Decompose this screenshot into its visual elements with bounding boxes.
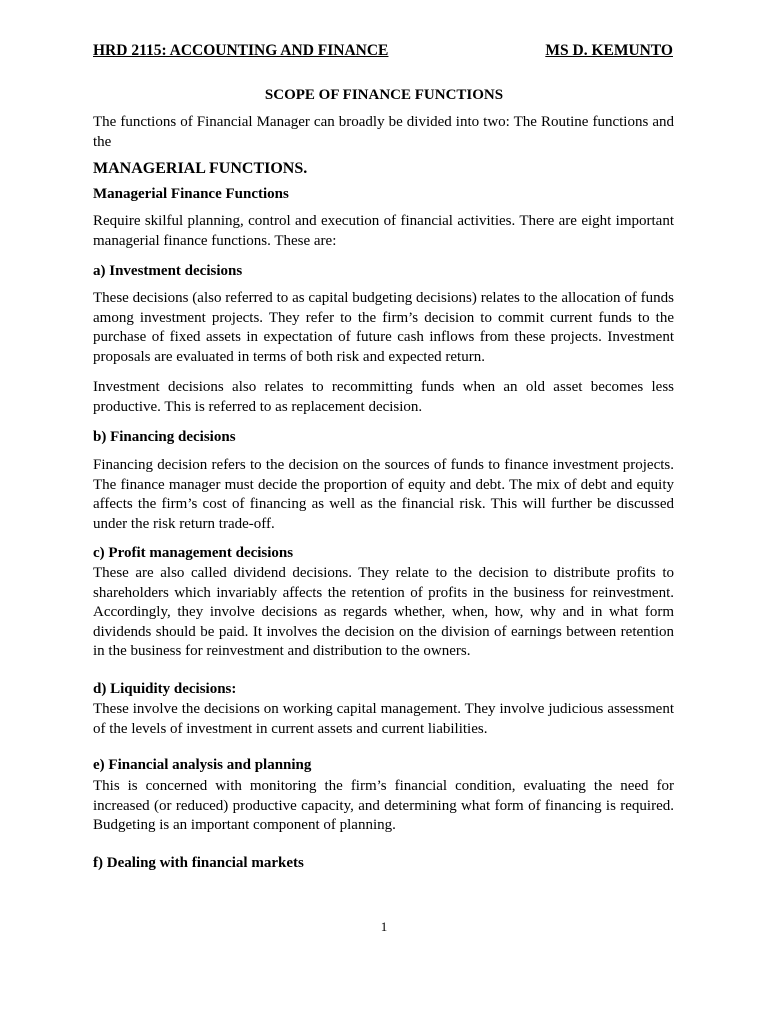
financing-heading: b) Financing decisions <box>93 429 236 445</box>
liquidity-paragraph: These involve the decisions on working capital management. They involve judicious assessment of the levels of investment in current assets and current liabilities. <box>93 701 674 737</box>
page-number: 1 <box>380 919 388 934</box>
lecturer-name: MS D. KEMUNTO <box>545 42 673 59</box>
profit-paragraph: These are also called dividend decisions. They relate to the decision to distribute profits to shareholders which invariably affects the retention of profits in the business for reinvestment. Accordingly, they involve decisions as regards whether, when, how, why and in what form dividends should be paid. It involves the decision on the division of earnings between retention in the business for reinvestment and distribution to the owners. <box>93 565 674 659</box>
investment-paragraph-1: These decisions (also referred to as capital budgeting decisions) relates to the allocation of funds among investment projects. They refer to the firm’s decision to commit current funds to the purchase of fixed assets in expectation of future cash inflows from these projects. Investment proposals are evaluated in terms of both risk and expected return. <box>93 290 674 365</box>
page-header <box>93 42 673 60</box>
intro-paragraph: The functions of Financial Manager can broadly be divided into two: The Routine functions and the <box>93 114 674 150</box>
investment-heading: a) Investment decisions <box>93 263 243 279</box>
analysis-heading: e) Financial analysis and planning <box>93 757 312 773</box>
course-title: HRD 2115: ACCOUNTING AND FINANCE <box>93 42 389 59</box>
investment-paragraph-2: Investment decisions also relates to recommitting funds when an old asset becomes less productive. This is referred to as replacement decision. <box>93 379 674 415</box>
page-title: SCOPE OF FINANCE FUNCTIONS <box>264 87 504 103</box>
subsection-heading: Managerial Finance Functions <box>93 186 289 202</box>
financing-paragraph: Financing decision refers to the decision on the sources of funds to finance investment projects. The finance manager must decide the proportion of equity and debt. The mix of debt and equity affects the firm’s cost of financing as well as the financial risk. This will further be discussed under the risk return trade-off. <box>93 457 674 532</box>
subsection-paragraph: Require skilful planning, control and execution of financial activities. There are eight important managerial finance functions. These are: <box>93 213 674 249</box>
analysis-paragraph: This is concerned with monitoring the firm’s financial condition, evaluating the need for increased (or reduced) productive capacity, and determining what form of financing is required. Budgeting is an important component of planning. <box>93 778 674 833</box>
liquidity-heading: d) Liquidity decisions: <box>93 681 237 697</box>
profit-heading: c) Profit management decisions <box>93 545 294 561</box>
markets-heading: f) Dealing with financial markets <box>93 855 304 871</box>
section-heading: MANAGERIAL FUNCTIONS. <box>93 160 308 177</box>
